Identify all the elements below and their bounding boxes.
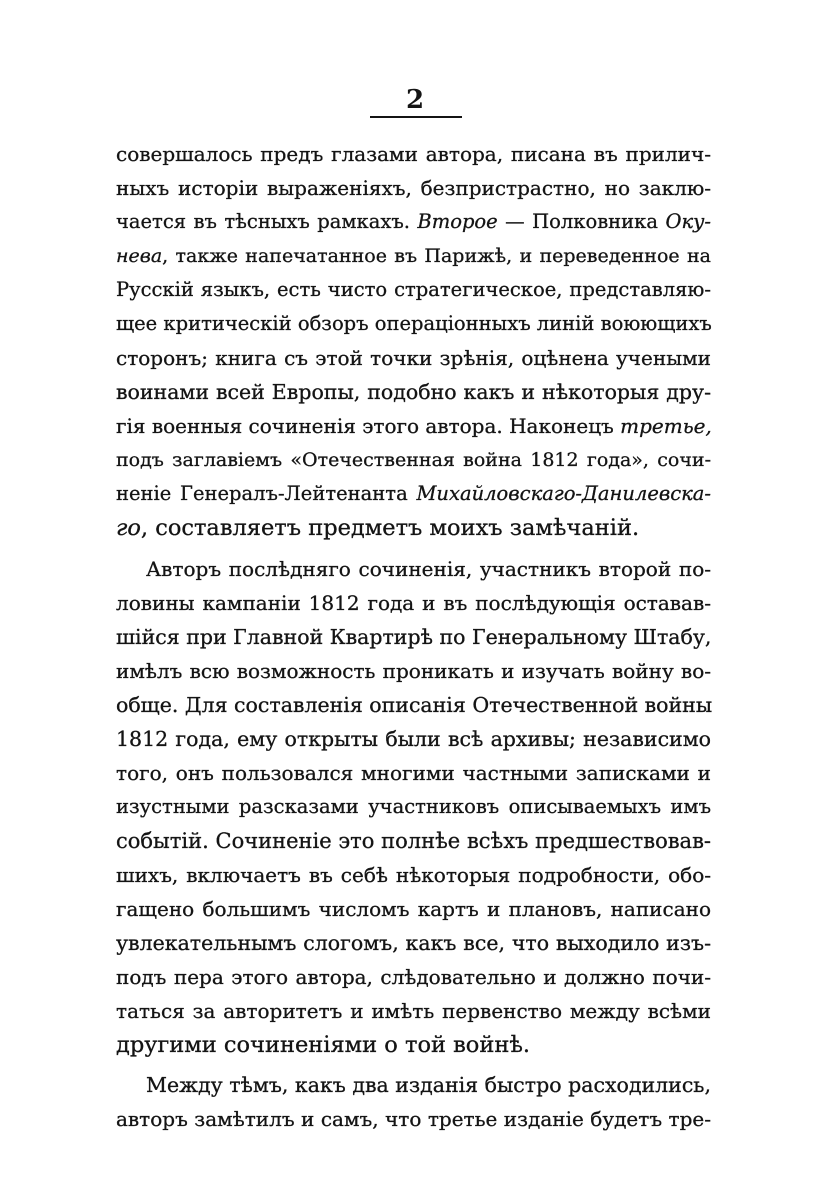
italic-span: Оку- bbox=[665, 210, 711, 233]
text-line bbox=[116, 171, 711, 205]
text-line bbox=[116, 511, 711, 545]
text-span: таться за авторитетъ и имѣть первенство между всѣми bbox=[116, 999, 711, 1023]
text-span: 1812 года, ему открыты были всѣ архивы; независимо bbox=[116, 727, 711, 751]
text-line bbox=[116, 824, 711, 858]
text-line bbox=[116, 620, 711, 654]
text-line bbox=[116, 1102, 711, 1136]
text-line bbox=[116, 994, 711, 1028]
text-line bbox=[116, 892, 711, 926]
text-line bbox=[116, 858, 711, 892]
italic-span: Михайловскаго-Данилевска- bbox=[416, 482, 711, 505]
text-line bbox=[116, 307, 711, 341]
text-span: гія военныя сочиненія этого автора. Наконецъ bbox=[116, 414, 621, 438]
text-span: другими сочиненіями о той войнѣ. bbox=[116, 1032, 531, 1058]
text-span: — Полковника bbox=[497, 210, 666, 233]
text-span: изустными разсказами участниковъ описываемыхъ имъ bbox=[116, 795, 711, 818]
text-line bbox=[116, 443, 711, 477]
text-line bbox=[116, 688, 711, 722]
text-line bbox=[116, 1028, 711, 1062]
text-span: имѣлъ всю возможность проникать и изучать войну во- bbox=[116, 659, 711, 683]
text-span: , также напечатанное въ Парижѣ, и переведенное на bbox=[162, 245, 711, 267]
text-span: неніе Генералъ-Лейтенанта bbox=[116, 482, 417, 505]
italic-span: третье, bbox=[620, 414, 712, 438]
text-span: обще. Для составленія описанія Отечественной войны bbox=[116, 693, 713, 717]
text-span: увлекательнымъ слогомъ, какъ все, что выходило изъ- bbox=[116, 931, 711, 955]
text-span: авторъ замѣтилъ и самъ, что третье изданіе будетъ тре- bbox=[116, 1107, 711, 1131]
italic-span: нева bbox=[116, 245, 163, 267]
italic-span: го bbox=[116, 515, 141, 541]
text-line bbox=[116, 273, 711, 307]
text-line bbox=[116, 341, 711, 375]
text-line bbox=[146, 1068, 711, 1102]
text-line bbox=[116, 926, 711, 960]
text-line bbox=[146, 552, 711, 586]
text-line bbox=[116, 375, 711, 409]
text-line bbox=[116, 790, 711, 824]
text-span: сторонъ; книга съ этой точки зрѣнія, оцѣнена учеными bbox=[116, 346, 711, 370]
text-span: шихъ, включаетъ въ себѣ нѣкоторыя подробности, обо- bbox=[116, 863, 711, 887]
text-span: гащено большимъ числомъ картъ и плановъ, написано bbox=[116, 897, 711, 921]
text-span: ловины кампаніи 1812 года и въ послѣдующія оставав- bbox=[116, 591, 711, 615]
text-line bbox=[116, 960, 711, 994]
text-span: подъ пера этого автора, слѣдовательно и должно почи- bbox=[116, 965, 711, 989]
text-span: чается въ тѣсныхъ рамкахъ. bbox=[116, 210, 418, 233]
text-line bbox=[116, 477, 711, 511]
italic-span: Второе bbox=[417, 210, 498, 233]
text-line bbox=[116, 654, 711, 688]
text-span: того, онъ пользовался многими частными записками и bbox=[116, 761, 711, 785]
text-line bbox=[116, 756, 711, 790]
text-span: совершалось предъ глазами автора, писана въ прилич- bbox=[116, 142, 711, 166]
text-span: событій. Сочиненіе это полнѣе всѣхъ предшествовав- bbox=[116, 829, 711, 853]
text-line bbox=[116, 722, 711, 756]
text-line bbox=[116, 137, 711, 171]
text-span: , составляетъ предметъ моихъ замѣчаній. bbox=[140, 515, 640, 541]
text-span: ныхъ исторіи выраженіяхъ, безпристрастно, но заклю- bbox=[116, 176, 711, 200]
header-rule bbox=[370, 116, 462, 118]
text-line bbox=[116, 205, 711, 239]
text-span: подъ заглавіемъ «Отечественная война 1812 года», сочи- bbox=[116, 449, 711, 471]
text-line bbox=[116, 586, 711, 620]
text-span: щее критическій обзоръ операціонныхъ линій воюющихъ bbox=[116, 312, 712, 335]
text-line bbox=[116, 239, 711, 273]
text-span: Русскій языкъ, есть чисто стратегическое, представляю- bbox=[116, 278, 711, 301]
page-number: 2 bbox=[405, 85, 425, 115]
text-span: воинами всей Европы, подобно какъ и нѣкоторыя дру- bbox=[116, 380, 711, 404]
text-span: шійся при Главной Квартирѣ по Генеральному Штабу, bbox=[116, 625, 712, 649]
text-span: Авторъ послѣдняго сочиненія, участникъ второй по- bbox=[146, 557, 711, 581]
text-line bbox=[116, 409, 711, 443]
text-span: Между тѣмъ, какъ два изданія быстро расходились, bbox=[146, 1073, 711, 1097]
